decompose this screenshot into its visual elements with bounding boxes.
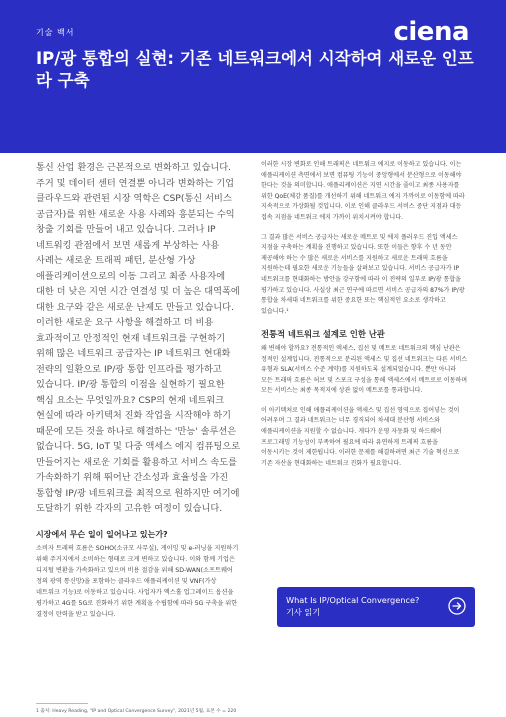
read-article-button[interactable]	[277, 587, 475, 627]
page-title: IP/광 통합의 실현: 기존 네트워크에서 시작하여 새로운 인프라 구축	[36, 49, 474, 90]
paragraph-spacer	[261, 397, 469, 406]
footnote: 1 출처: Heavy Reading, "IP and Optical Convergence Survey", 2021년 5월, 표본 수 = 220	[36, 709, 237, 714]
ciena-logo[interactable]: ciena	[393, 17, 469, 47]
right-column	[261, 160, 469, 469]
static-design-paragraph: 왜 변해야 할까요? 전통적인 액세스, 집선 및 메트로 네트워크의 핵심 난관은 정적인 설계입니다. 전통적으로 분리된 액세스 및 집선 네트워크는 다른 서비스 유형과 SLA(서비스 수준 계약)를 지원하도록 설계되었습니다. 뿐만 아니라 모든 트래픽 흐름은 허브 및 스포크 구성을 통해 액세스에서 메트로로 이동하며 모든 서비스는 최종 목적지에 상관 없이 메트로를 통과합니다.	[261, 344, 468, 395]
edge-traffic-paragraph: 이러한 시장 변화로 인해 트래픽은 네트워크 에지로 이동하고 있습니다. 이는 애플리케이션 측면에서 보면 컴퓨팅 기능이 중앙형에서 분산형으로 이동해야 한다는 것을 의미합니다. 애플리케이션은 지연 시간을 줄이고 최종 사용자를 위한 QoE(체감 품질)를 개선하기 위해 네트워크 에지 가까이로 이동함에 따라 지속적으로 가상화될 것입니다. 이로 인해 클라우드 서비스 중단 지점과 대등 접속 지점을 네트워크 에지 가까이 위치시켜야 합니다.	[261, 161, 465, 221]
arrow-right-circle-icon	[448, 597, 466, 615]
market-paragraph: 소비자 트래픽 흐름은 SOHO(소규모 사무실), 게이밍 및 e-러닝을 지원하기 위해 주거지에서 소비하는 형태로 크게 변하고 있습니다. 이와 함께 기업은 디지털 변환을 가속화하고 있으며 비용 절감을 위해 SD-WAN(소프트웨어 정의 광역 통신망)을 포함하는 클라우드 애플리케이션 및 VNF(가상 네트워크 기능)로 이동하고 있습니다. 사업자가 액스홀 업그레이드 옵션을 평가하고 4G를 5G로 진화하기 위한 계획을 수립함에 따라 5G 구축을 위한 결정이 탄력을 받고 있습니다.	[36, 544, 239, 619]
header-banner	[0, 0, 506, 153]
service-provider-paragraph: 그 결과 많은 서비스 공급자는 새로운 메트로 및 에지 플러우드 진입 액세스 지점을 구축하는 계획을 진행하고 있습니다. 또한 이들은 향후 수 년 동안 제공해야 하는 수 많은 새로운 서비스를 지원하고 새로운 트래픽 흐름을 지원하는데 필요한 새로운 기능들을 살펴보고 있습니다. 서비스 공급자가 IP 네트워크를 현대화하는 방안을 강구함에 따라 이 전략의 일부로 IP/광 통합을 평가하고 있습니다. 사실상 최근 연구에 따르면 서비스 공급자의 87%가 IP/광 통합을 차세대 네트워크를 위한 중요한 또는 핵심적인 요소로 생각하고 있습니다.¹	[261, 233, 465, 315]
architecture-paragraph: 이 아키텍처로 인해 애플리케이션을 액세스 및 집선 영역으로 집어넣는 것이 어려우며 그 결과 네트워크는 너무 경직되어 차세대 분산형 서비스와 애플리케이션을 지원할 수 없습니다. 게다가 운영 자동화 및 하드웨어 프로그래밍 기능성이 부족하여 필요에 따라 유연하게 트래픽 흐름을 이동시키는 것이 제한됩니다. 이러한 문제를 해결하려면 최근 기술 혁신으로 기존 자산을 현대화하는 네트워크 진화가 필요합니다.	[261, 406, 460, 467]
cta-title: What Is IP/Optical Convergence?	[286, 595, 420, 605]
left-column	[36, 160, 242, 621]
cta-text	[286, 594, 446, 618]
paragraph-spacer	[261, 224, 469, 233]
footnote-divider	[36, 703, 88, 704]
section-heading-market: 시장에서 무슨 일이 일어나고 있는가?	[36, 529, 168, 539]
section-heading-challenges: 전통적 네트워크 설계로 인한 난관	[261, 329, 385, 340]
document-type-label: 기술 백서	[36, 28, 75, 37]
cta-subtitle: 기사 읽기	[286, 607, 321, 617]
intro-paragraph: 통신 산업 환경은 근본적으로 변화하고 있습니다. 주거 및 데이터 센터 연결뿐 아니라 변화하는 기업 클라우드와 관련된 시장 역학은 CSP(통신 서비스 공급자)를 위한 새로운 사용 사례와 흥분되는 수익 창출 기회를 만들어 내고 있습니다. 그러나 IP 네트워킹 관점에서 보면 새롭게 부상하는 사용 사례는 새로운 트래픽 패턴, 분산형 가상 애플리케이션으로의 이동 그리고 최종 사용자에 대한 더 낮은 지연 시간 연결성 및 더 높은 대역폭에 대한 요구와 같은 새로운 난제도 만들고 있습니다. 이러한 새로운 요구 사항을 해결하고 더 비용 효과적이고 안정적인 현재 네트워크를 구현하기 위해 많은 네트워크 공급자는 IP 네트워크 현대화 전략의 일환으로 IP/광 통합 인프라를 평가하고 있습니다. IP/광 통합의 이점을 실현하기 필요한 핵심 요소는 무엇일까요? CSP의 현재 네트워크 현실에 따라 아키텍처 진화 작업을 시작해야 하기 때문에 모든 것을 하나로 해결하는 '만능' 솔루션은 없습니다. 5G, IoT 및 다중 액세스 에지 컴퓨팅으로 만들어지는 새로운 기회를 활용하고 서비스 속도를 가속화하기 위해 뛰어난 간소성과 효율성을 가진 통합형 IP/광 네트워크를 최적으로 원하지만 여기에 도달하기 위한 각자의 고유한 여정이 있습니다.	[36, 162, 241, 514]
